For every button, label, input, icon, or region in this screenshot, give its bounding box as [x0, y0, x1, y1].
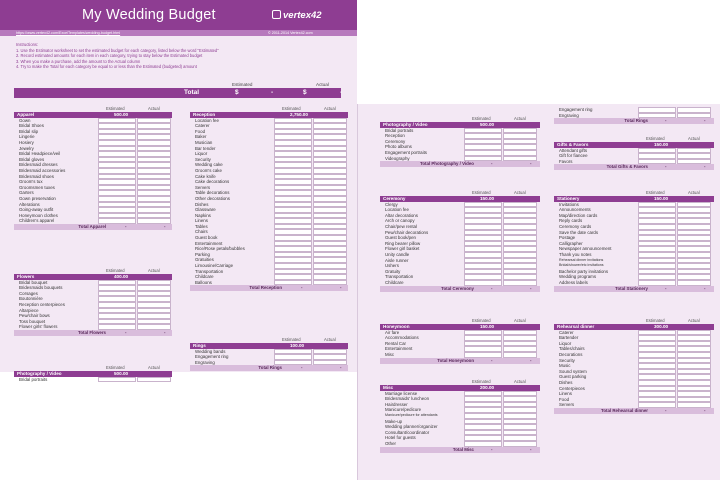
category-estimated-budget[interactable]: 150.00	[654, 142, 669, 147]
item-label: Alterations	[19, 201, 40, 207]
section-photography-partial	[14, 365, 172, 382]
total-estimated-value: -	[665, 285, 667, 291]
category-estimated-budget[interactable]: 500.00	[114, 371, 129, 376]
estimated-column-header: Estimated	[646, 318, 665, 323]
item-label: Groom's cake	[195, 167, 222, 173]
category-total-label: Total Rehearsal dinner	[600, 407, 648, 413]
item-label: Servers	[559, 402, 575, 408]
item-label: Children's apparel	[19, 218, 55, 224]
category-estimated-budget[interactable]: 2,750.00	[290, 112, 308, 117]
category-total-row	[190, 285, 348, 291]
total-estimated-value: -	[665, 407, 667, 413]
item-label: Videography	[385, 155, 410, 161]
item-label: Toss bouquet	[19, 318, 46, 324]
category-name: Ceremony	[383, 196, 406, 201]
item-label: Bridal Shoes	[19, 123, 44, 129]
item-label: Chair/pew rental	[385, 223, 417, 229]
item-label: Balloons	[195, 279, 212, 285]
total-actual-value: -	[530, 285, 532, 291]
item-label: Chairs	[195, 229, 208, 235]
category-estimated-budget[interactable]: 400.00	[114, 274, 129, 279]
item-label: Corsages	[19, 290, 38, 296]
total-actual-value: -	[530, 446, 532, 452]
item-label: Ceremony cards	[559, 223, 592, 229]
grand-total-bar	[14, 88, 341, 98]
item-label: Bridal portraits	[19, 376, 48, 382]
actual-column-header: Actual	[324, 106, 336, 111]
category-total-label: Total Photography / Video	[420, 161, 474, 167]
item-label: Pew/chair bows	[19, 313, 50, 319]
item-label: Pew/chair decorations	[385, 229, 429, 235]
category-total-label: Total Honeymoon	[437, 357, 474, 363]
item-label: Gratuity	[385, 268, 401, 274]
item-label: Reply cards	[559, 218, 583, 224]
total-estimated-value: -	[665, 164, 667, 170]
category-name: Photography / Video	[383, 122, 428, 127]
item-label: Dishes	[195, 201, 209, 207]
item-label: Make-up	[385, 418, 403, 424]
item-label: Table decorations	[195, 190, 230, 196]
item-label: Air fare	[385, 329, 400, 335]
total-estimated-value: -	[491, 285, 493, 291]
section-misc	[380, 379, 540, 453]
estimated-column-header: Estimated	[472, 190, 491, 195]
item-label: Bridal gloves	[19, 156, 45, 162]
item-label: Gratuities	[195, 257, 214, 263]
estimated-column-header: Estimated	[106, 365, 125, 370]
section-rings-continued	[554, 107, 714, 124]
item-label: Wedding cake	[195, 162, 223, 168]
instruction-line: 2. Record estimated amounts for each item in each category, trying to stay below the Estimated budget	[16, 53, 203, 59]
total-actual-value: -	[164, 223, 166, 229]
item-label: Flower girls' flowers	[19, 324, 58, 330]
item-label: Bridesmaid accessories	[19, 167, 66, 173]
item-label: Marriage license	[385, 390, 418, 396]
item-label: Rental Car	[385, 340, 406, 346]
estimated-column-header: Estimated	[282, 337, 301, 342]
item-label: Boutonnière	[19, 296, 43, 302]
actual-column-header: Actual	[688, 136, 700, 141]
item-label: Rehearsal dinner invitations	[559, 257, 604, 262]
section-gifts-favors	[554, 136, 714, 170]
category-estimated-budget[interactable]: 500.00	[114, 112, 129, 117]
item-label: Transportation	[195, 268, 224, 274]
section-stationery	[554, 190, 714, 292]
item-label: Consultant/coordinator	[385, 429, 430, 435]
item-label: Unity candle	[385, 251, 410, 257]
item-label: Thank you notes	[559, 251, 592, 257]
category-total-row	[380, 161, 540, 167]
total-estimated-value: -	[491, 357, 493, 363]
item-label: Arch or canopy	[385, 218, 415, 224]
actual-column-header: Actual	[148, 365, 160, 370]
category-total-label: Total Apparel	[78, 223, 106, 229]
item-label: Location fee	[385, 207, 409, 213]
item-label: Childcare	[195, 274, 214, 280]
total-actual-value: -	[530, 161, 532, 167]
item-label: Other decorations	[195, 195, 230, 201]
item-label: Napkins	[195, 212, 211, 218]
item-label: Cake knife	[195, 173, 216, 179]
item-label: Guest book	[195, 235, 218, 241]
item-label: Wedding bands	[195, 348, 226, 354]
category-total-row	[14, 330, 172, 336]
estimated-column-header: Estimated	[282, 106, 301, 111]
grand-total-label: Total	[184, 89, 200, 96]
item-label: Bridal/shower/etc invitations	[559, 263, 604, 268]
item-label: Entertainment	[195, 240, 223, 246]
item-label: Reception centerpieces	[19, 301, 65, 307]
category-total-row	[380, 447, 540, 453]
item-label: Aisle runner	[385, 257, 409, 263]
category-name: Stationery	[557, 196, 580, 201]
item-label: Newspaper announcement	[559, 246, 612, 252]
category-name: Reception	[193, 112, 216, 117]
item-label: Musician	[195, 139, 213, 145]
item-label: Tables	[195, 223, 208, 229]
item-label: Engagement ring	[559, 107, 593, 112]
actual-column-header: Actual	[514, 116, 526, 121]
category-estimated-budget[interactable]: 150.00	[480, 324, 495, 329]
category-total-row	[380, 286, 540, 292]
category-total-row	[554, 164, 714, 170]
category-name: Gifts & Favors	[557, 142, 589, 147]
category-name: Honeymoon	[383, 324, 410, 329]
category-total-label: Total Flowers	[78, 329, 106, 335]
item-label: Ceremony	[385, 138, 406, 144]
item-label: Cake decorations	[195, 179, 230, 185]
total-actual-value: -	[704, 285, 706, 291]
item-label: Rice/Rose petals/bubbles	[195, 246, 245, 252]
item-label: Caterer	[559, 329, 574, 335]
item-label: Invitations	[559, 201, 579, 207]
category-name: Photography / Video	[17, 371, 62, 376]
instructions-block	[16, 42, 346, 70]
item-label: Address labels	[559, 279, 588, 285]
wedding-budget-sheet-1	[0, 0, 357, 382]
section-flowers	[14, 268, 172, 336]
item-label: Childcare	[385, 279, 404, 285]
section-apparel	[14, 106, 172, 230]
item-label: Bridal Headpiece/veil	[19, 151, 61, 157]
item-label: Bridesmaids bouquets	[19, 285, 63, 291]
total-actual-value: -	[530, 357, 532, 363]
actual-column-header: Actual	[324, 337, 336, 342]
item-label: Centerpieces	[559, 385, 585, 391]
item-label: Ring bearer pillow	[385, 240, 421, 246]
item-label: Flower girl basket	[385, 246, 420, 252]
category-total-row	[14, 224, 172, 230]
item-label: Hosiery	[19, 139, 34, 145]
item-label: Engraving	[559, 112, 579, 118]
item-label: Bar tender	[195, 145, 216, 151]
item-label: Gown	[19, 117, 31, 123]
category-total-row	[190, 365, 348, 371]
instruction-line: 4. Try to make the Total for each category be equal to or less than the Estimated (budgeted) amount	[16, 64, 197, 70]
item-label: Map/direction cards	[559, 212, 598, 218]
item-label: Attendant gifts	[559, 147, 588, 153]
item-label: Groomsmen tuxes	[19, 184, 55, 190]
grand-total-actual-value: -	[340, 89, 343, 96]
actual-column-header: Actual	[688, 318, 700, 323]
item-label: Location fee	[195, 117, 219, 123]
item-label: Reception	[385, 133, 405, 139]
category-total-row	[554, 286, 714, 292]
item-label: Food	[195, 128, 206, 134]
item-label: Linens	[195, 218, 208, 224]
item-label: Announcements	[559, 207, 591, 213]
category-name: Misc	[383, 385, 394, 390]
total-estimated-value: -	[125, 329, 127, 335]
item-label: Linens	[559, 391, 572, 397]
instruction-line: 3. When you make a purchase, add the amount to the Actual column	[16, 58, 141, 64]
item-label: Food	[559, 396, 570, 402]
item-label: Caterer	[195, 123, 210, 129]
vertex42-logo-icon	[272, 10, 281, 19]
item-label: Security	[559, 357, 575, 363]
link-bar	[0, 30, 357, 36]
estimated-column-header: Estimated	[472, 116, 491, 121]
grand-total-actual-currency: $	[303, 89, 307, 96]
item-label: Garters	[19, 190, 34, 196]
item-label: Lingerie	[19, 134, 35, 140]
category-estimated-budget[interactable]: 300.00	[654, 324, 669, 329]
category-total-label: Total Gifts & Favors	[606, 164, 648, 170]
estimated-column-header: Estimated	[646, 190, 665, 195]
estimated-column-header: Estimated	[106, 106, 125, 111]
section-honeymoon	[380, 318, 540, 364]
total-estimated-value: -	[665, 118, 667, 124]
actual-column-header: Actual	[148, 268, 160, 273]
category-total-label: Total Rings	[624, 118, 648, 124]
item-label: Honeymoon clothes	[19, 212, 58, 218]
category-total-label: Total Rings	[258, 365, 282, 371]
actual-column-header: Actual	[514, 190, 526, 195]
category-estimated-budget[interactable]: 100.00	[290, 343, 305, 348]
actual-column-header: Actual	[688, 190, 700, 195]
item-label: Sound system	[559, 368, 587, 374]
total-estimated-value: -	[301, 365, 303, 371]
item-label: Bridesmaids' luncheon	[385, 396, 430, 402]
item-label: Gift for fiancee	[559, 153, 588, 159]
section-ceremony	[380, 190, 540, 292]
item-label: Wedding programs	[559, 274, 597, 280]
item-label: Liquor	[195, 151, 208, 157]
item-label: Clergy	[385, 201, 398, 207]
item-label: Bridal portraits	[385, 127, 414, 133]
section-rehearsal-dinner	[554, 318, 714, 414]
total-actual-value: -	[704, 118, 706, 124]
category-total-row	[554, 118, 714, 124]
item-label: Limousine/Carriage	[195, 263, 234, 269]
actual-column-header: Actual	[514, 318, 526, 323]
item-label: Parking	[195, 251, 210, 257]
item-label: Guest book/pen	[385, 235, 417, 241]
total-estimated-value: -	[125, 223, 127, 229]
wedding-budget-sheet-2	[357, 104, 720, 480]
instruction-line: 1. Use the Estimator worksheet to set the estimated budget for each category, listed below the word "Estimated"	[16, 47, 219, 53]
logo-text: vertex42	[283, 10, 322, 21]
grand-total-estimated-currency: $	[235, 89, 239, 96]
category-name: Apparel	[17, 112, 35, 117]
summary-estimated-label: Estimated	[232, 82, 253, 87]
item-label: Going-away outfit	[19, 207, 54, 213]
page-title: My Wedding Budget	[82, 7, 216, 23]
category-total-label: Total Reception	[249, 285, 282, 291]
estimated-column-header: Estimated	[106, 268, 125, 273]
total-actual-value: -	[704, 407, 706, 413]
category-estimated-budget[interactable]: 200.00	[480, 385, 495, 390]
item-label: Bachelor party invitations	[559, 268, 609, 274]
section-photography-video	[380, 116, 540, 167]
item-label: Manicure/pedicure	[385, 407, 422, 413]
item-label: Hotel for guests	[385, 435, 416, 441]
instructions-heading: Instructions:	[16, 42, 39, 47]
item-label: Bridesmaid dresses	[19, 162, 58, 168]
title-banner	[0, 0, 357, 30]
category-estimated-budget[interactable]: 500.00	[480, 122, 495, 127]
summary-actual-label: Actual	[316, 82, 329, 87]
item-label: Music	[559, 363, 571, 369]
item-label: Bridesmaid shoes	[19, 173, 54, 179]
estimated-column-header: Estimated	[472, 318, 491, 323]
item-label: Dishes	[559, 379, 573, 385]
item-label: Save the date cards	[559, 229, 599, 235]
item-label: Misc	[385, 351, 395, 357]
item-label: Baker	[195, 134, 207, 140]
item-label: Groom's tux	[19, 179, 43, 185]
item-label: Liquor	[559, 340, 572, 346]
budget-item-row	[14, 377, 172, 383]
item-label: Servers	[195, 184, 211, 190]
category-total-label: Total Misc	[452, 446, 474, 452]
item-label: Favors	[559, 158, 573, 164]
estimated-column-header: Estimated	[472, 379, 491, 384]
item-label: Engagement ring	[195, 354, 229, 360]
total-actual-value: -	[340, 365, 342, 371]
total-actual-value: -	[164, 329, 166, 335]
copyright-text: © 2011-2014 Vertex42.com	[268, 31, 313, 35]
item-label: Engraving	[195, 359, 215, 365]
item-label: Gown preservation	[19, 195, 56, 201]
template-link[interactable]: https://www.vertex42.com/ExcelTemplates/wedding-budget.html	[16, 31, 121, 35]
category-total-label: Total Stationery	[615, 285, 648, 291]
category-name: Rings	[193, 343, 206, 348]
total-actual-value: -	[704, 164, 706, 170]
section-reception	[190, 106, 348, 291]
item-label: Manicure/pedicure for attendants	[385, 412, 438, 417]
item-label: Other	[385, 440, 396, 446]
grand-total-estimated-value: -	[271, 89, 274, 96]
estimated-amount-cell[interactable]	[98, 377, 136, 383]
item-label: Ushers	[385, 263, 399, 269]
category-name: Rehearsal dinner	[557, 324, 595, 329]
item-label: Engagement portraits	[385, 149, 427, 155]
item-label: Glassware	[195, 207, 216, 213]
section-rings	[190, 337, 348, 371]
item-label: Altarpiece	[19, 307, 39, 313]
actual-column-header: Actual	[514, 379, 526, 384]
item-label: Photo albums	[385, 144, 412, 150]
item-label: Wedding planner/organizer	[385, 424, 438, 430]
vertex42-logo[interactable]	[272, 10, 322, 21]
item-label: Accommodations	[385, 335, 419, 341]
item-label: Postage	[559, 235, 576, 241]
item-label: Hairdresser	[385, 401, 408, 407]
total-estimated-value: -	[491, 446, 493, 452]
total-estimated-value: -	[491, 161, 493, 167]
category-name: Flowers	[17, 274, 35, 279]
item-label: Bridal bouquet	[19, 279, 48, 285]
item-label: Decorations	[559, 351, 583, 357]
item-label: Entertainment	[385, 346, 413, 352]
item-label: Bridal slip	[19, 128, 39, 134]
actual-column-header: Actual	[148, 106, 160, 111]
category-total-row	[380, 358, 540, 364]
actual-amount-cell[interactable]	[137, 377, 171, 383]
category-total-row	[554, 408, 714, 414]
item-label: Tables/chairs	[559, 346, 585, 352]
category-total-label: Total Ceremony	[441, 285, 474, 291]
item-label: Jewelry	[19, 145, 34, 151]
item-label: Altar decorations	[385, 212, 418, 218]
total-actual-value: -	[340, 285, 342, 291]
category-estimated-budget[interactable]: 150.00	[654, 196, 669, 201]
item-label: Bartender	[559, 335, 579, 341]
estimated-column-header: Estimated	[646, 136, 665, 141]
item-label: Security	[195, 156, 211, 162]
item-label: Calligrapher	[559, 240, 583, 246]
category-estimated-budget[interactable]: 150.00	[480, 196, 495, 201]
total-estimated-value: -	[301, 285, 303, 291]
item-label: Transportation	[385, 274, 414, 280]
item-label: Guest parking	[559, 374, 587, 380]
